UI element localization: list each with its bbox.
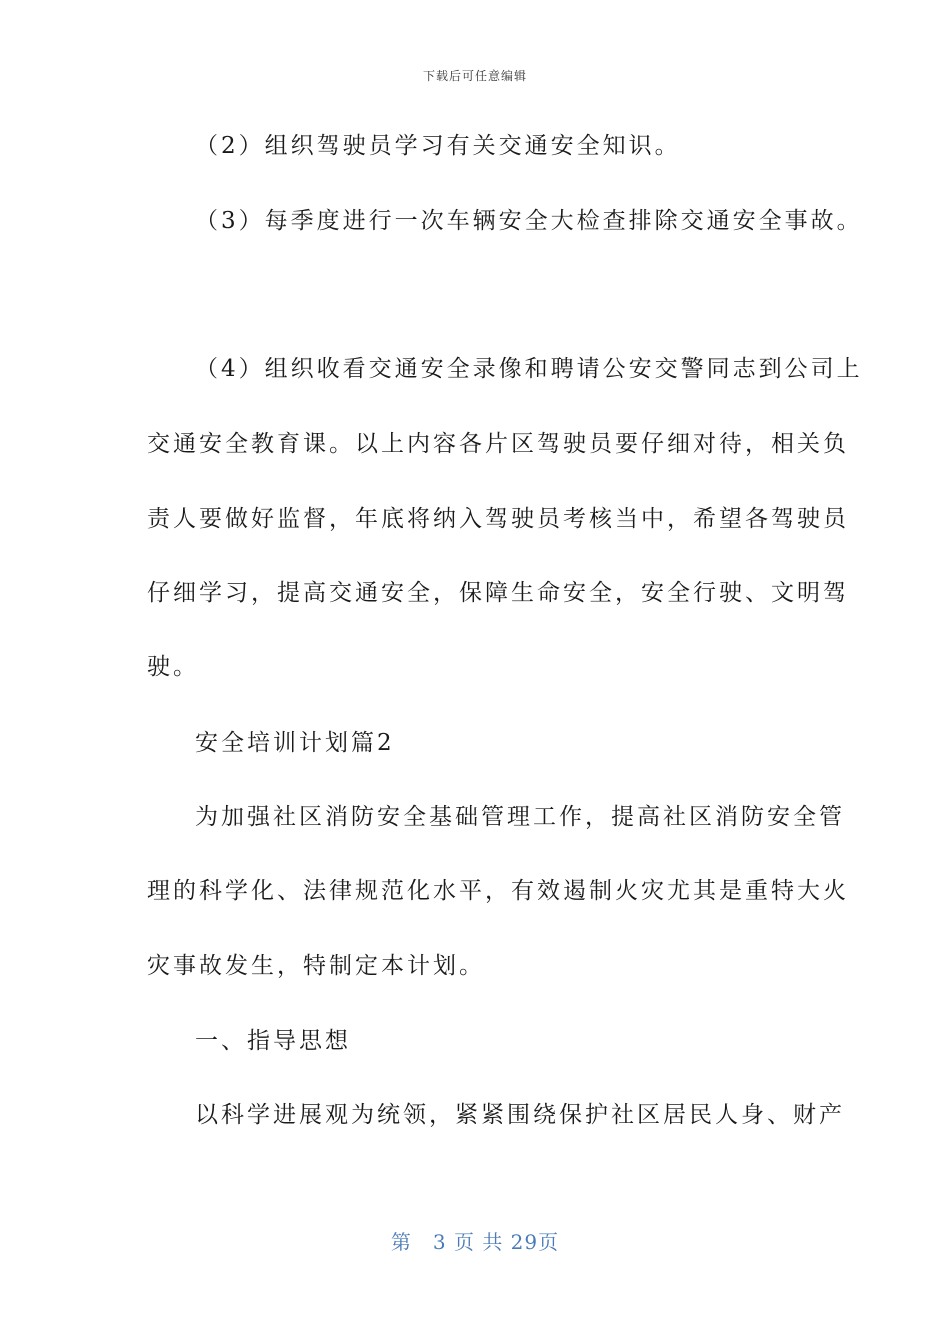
- paragraph-item-2: （2）组织驾驶员学习有关交通安全知识。: [195, 133, 681, 159]
- paragraph-item-3: （3）每季度进行一次车辆安全大检查排除交通安全事故。: [195, 208, 863, 234]
- paragraph-item-4-line-1: （4）组织收看交通安全录像和聘请公安交警同志到公司上: [195, 356, 863, 382]
- paragraph-item-4-line-2: 交通安全教育课。以上内容各片区驾驶员要仔细对待，相关负: [147, 431, 849, 457]
- intro-paragraph-line-2: 理的科学化、法律规范化水平，有效遏制火灾尤其是重特大火: [147, 878, 849, 904]
- heading-guiding-thought: 一、指导思想: [195, 1028, 351, 1054]
- paragraph-item-4-line-5: 驶。: [147, 654, 199, 680]
- page-indicator: 第 3 页 共 29页: [390, 1230, 560, 1254]
- guiding-paragraph-line-1: 以科学进展观为统领，紧紧围绕保护社区居民人身、财产: [195, 1102, 845, 1128]
- intro-paragraph-line-1: 为加强社区消防安全基础管理工作，提高社区消防安全管: [195, 804, 845, 830]
- paragraph-item-4-line-4: 仔细学习，提高交通安全，保障生命安全，安全行驶、文明驾: [147, 580, 849, 606]
- intro-paragraph-line-3: 灾事故发生，特制定本计划。: [147, 953, 485, 979]
- paragraph-item-4-line-3: 责人要做好监督，年底将纳入驾驶员考核当中，希望各驾驶员: [147, 506, 849, 532]
- header-note: 下载后可任意编辑: [422, 69, 527, 83]
- section-title: 安全培训计划篇2: [195, 730, 395, 756]
